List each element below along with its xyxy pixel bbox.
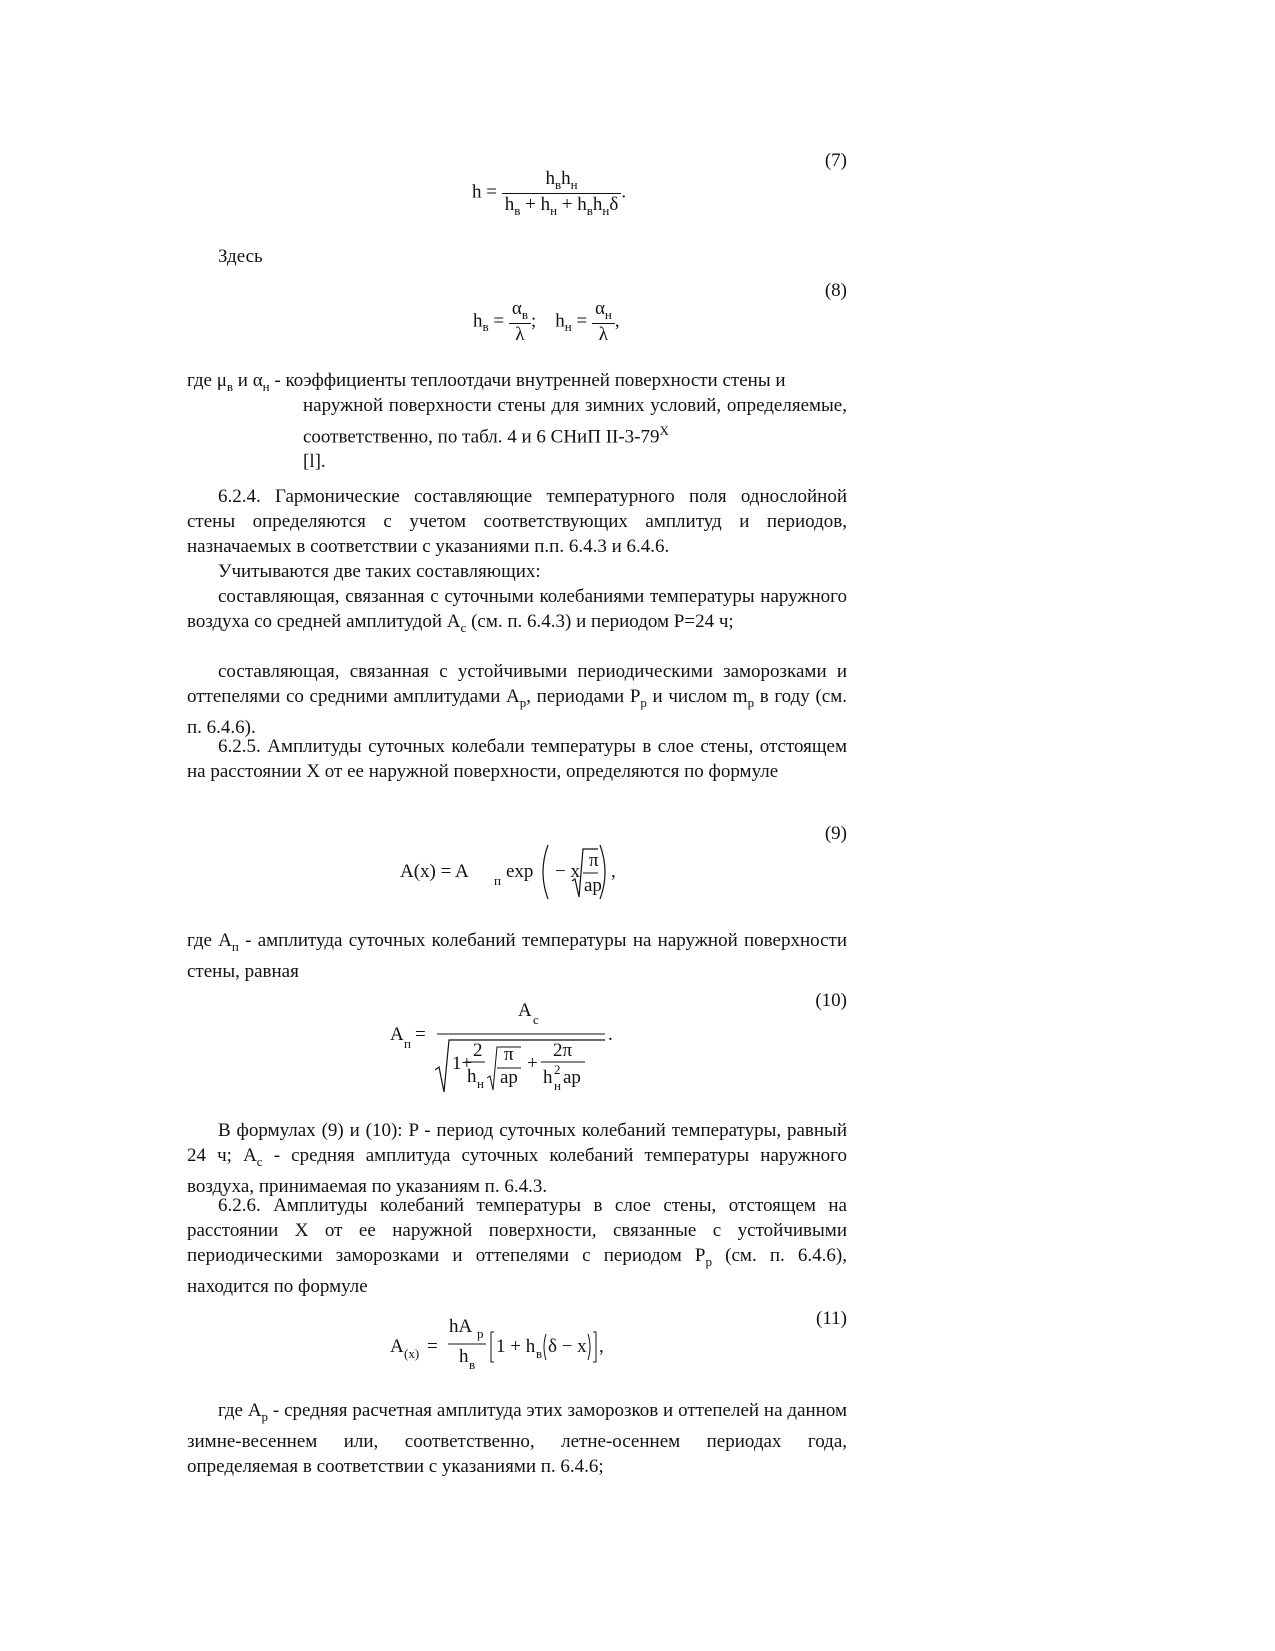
paragraph-in-formulas: В формулах (9) и (10): P - период суточных колебаний температуры, равный 24 ч; $A_c$ - средняя амплитуда суточных колебаний температуры наружного воздуха, принимаемая по указаниям п. 6.4.3. — [187, 1120, 847, 1197]
equation-number-8: (8) — [824, 280, 847, 301]
formula-8: $h_в$ = $\frac{\alpha_в}{\lambda}$ ; $h_н$ = $\frac{\alpha_н}{\lambda}$ , — [473, 298, 620, 345]
formula-7-num: $h_вh_н$ — [545, 168, 578, 192]
formula-10: A п = A c 1+ 2 h н π ap + 2π h 2 н ap . — [390, 1000, 640, 1095]
formula-10-lines — [435, 1000, 615, 1095]
paragraph-two-components: Учитываются две таких составляющих: — [218, 561, 541, 582]
paragraph-component-1: составляющая, связанная с суточными колебаниями температуры наружного воздуха со средней амплитудой $A_c$ (см. п. 6.4.3) и периодом P=24 ч; — [187, 586, 847, 635]
equation-number-11: (11) — [816, 1308, 847, 1329]
paragraph-zdes: Здесь — [218, 246, 263, 267]
equation-number-10: (10) — [815, 990, 847, 1011]
formula-7: h = $\frac{h_вh_н}{h_в + h_н + h_вh_н\delta}$ . — [472, 168, 627, 218]
formula-11: A (x) = hA р h в 1 + h в δ − x , — [390, 1316, 630, 1376]
formula-8-frac-v: $\frac{\alpha_в}{\lambda}$ — [509, 298, 531, 346]
formula-8-frac-n: $\frac{\alpha_н}{\lambda}$ — [592, 298, 615, 346]
formula-7-lhs: h = — [472, 181, 497, 203]
equation-number-7: (7) — [824, 150, 847, 171]
paragraph-ap: где $A_р$ - средняя расчетная амплитуда этих заморозков и оттепелей на данном зимне-весеннем или, соответственно, летне-осеннем периодах года, определяемая в соответствии с указаниями п. 6.4.6; — [187, 1400, 848, 1477]
paragraph-6-2-5: 6.2.5. Амплитуды суточных колебали температуры в слое стены, отстоящем на расстоянии X от ее наружной поверхности, определяются по формуле — [187, 736, 847, 782]
paragraph-coefficients: где $\mu_в$ и $\alpha_н$ - коэффициенты теплоотдачи внутренней поверхности стены и — [187, 370, 786, 394]
paragraph-coefficients-hanging: наружной поверхности стены для зимних условий, определяемые, соответственно, по табл. 4 и 6 СНиП $II-3-79^X$ [l]. — [303, 395, 847, 473]
paragraph-6-2-4: 6.2.4. Гармонические составляющие температурного поля однослойной стены определяются с учетом соответствующих амплитуд и периодов, назначаемых в соответствии с указаниями п.п. 6.4.3 и 6.4.6. — [187, 486, 847, 557]
equation-number-9: (9) — [824, 823, 847, 844]
paragraph-an: где $A_п$ - амплитуда суточных колебаний температуры на наружной поверхности стены, равная — [187, 930, 847, 982]
formula-7-den: $h_в + h_н + h_вh_н\delta$ — [504, 193, 619, 218]
formula-7-fraction — [502, 168, 622, 219]
paragraph-component-2: составляющая, связанная с устойчивыми периодическими заморозками и оттепелями со средними амплитудами $A_р$, периодами $P_р$ и числом $m_р$ в году (см. п. 6.4.6). — [187, 661, 847, 738]
paragraph-6-2-6: 6.2.6. Амплитуды колебаний температуры в слое стены, отстоящем на расстоянии X от ее наружной поверхности, связанные с устойчивыми периодическими заморозками и оттепелями с периодом $P_р$ (см. п. 6.4.6), находится по формуле — [187, 1195, 847, 1297]
